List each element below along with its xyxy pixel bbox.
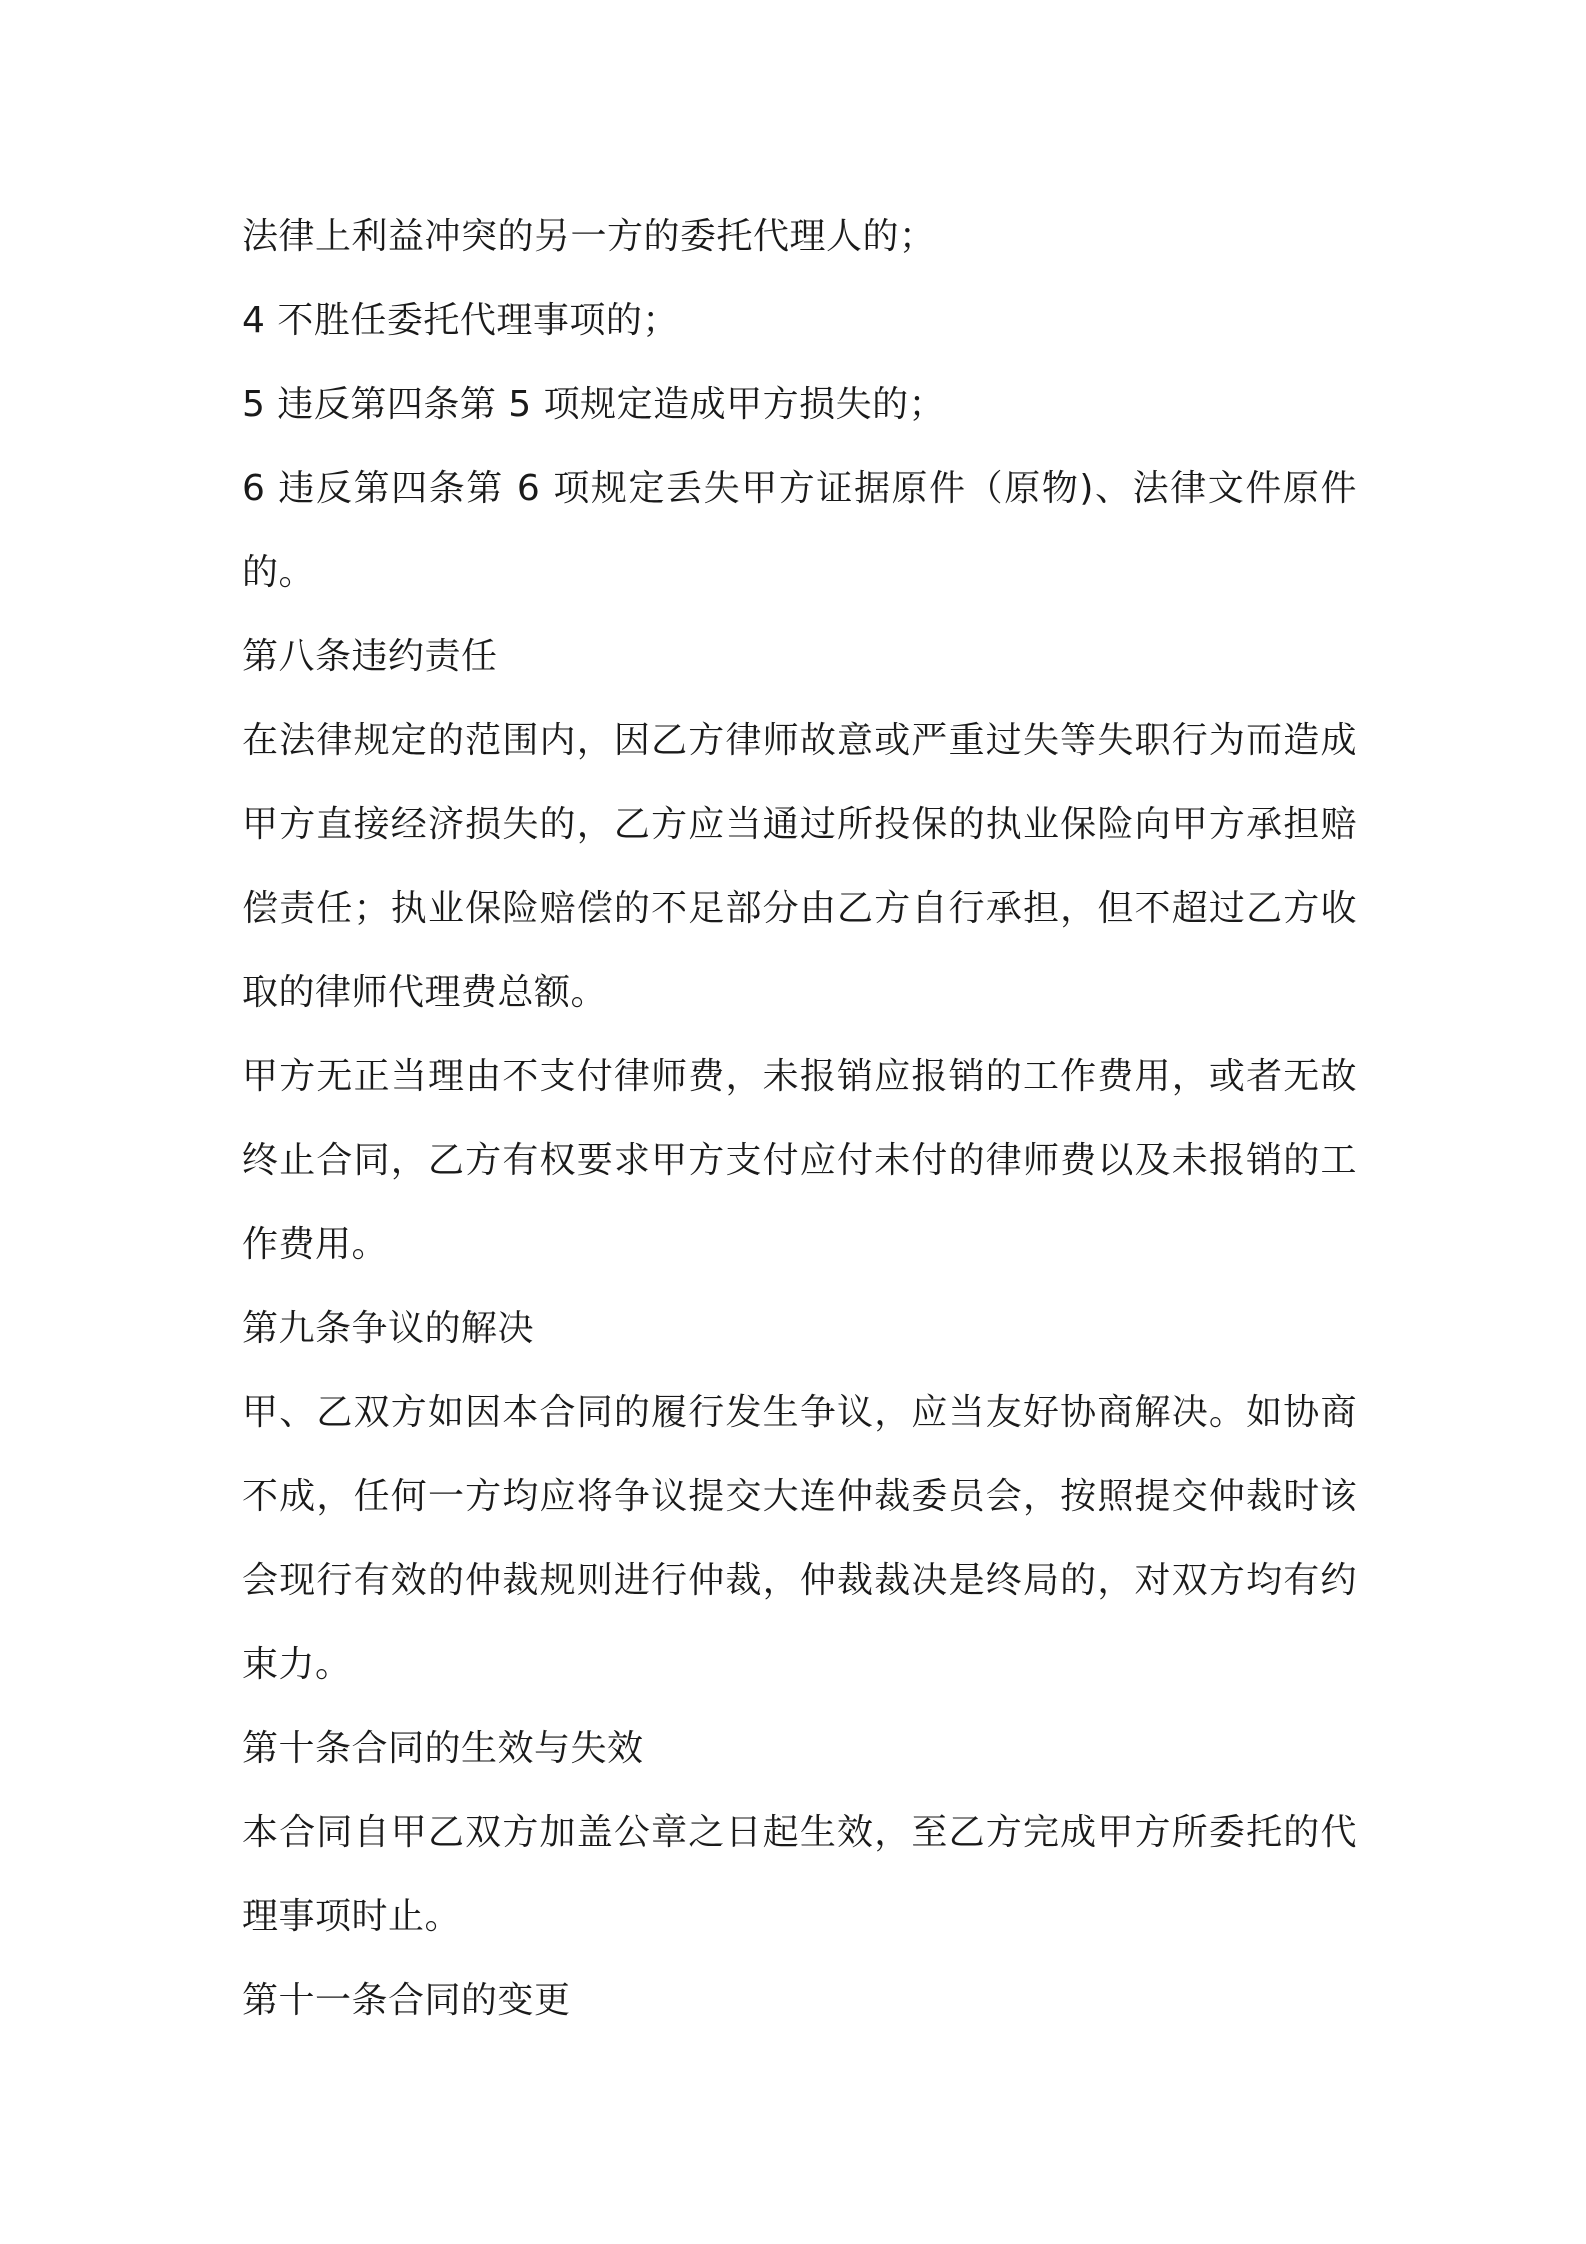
heading-article-10: 第十条合同的生效与失效 (242, 1728, 644, 1769)
document-body (242, 195, 1357, 2043)
paragraph-article-10-clause-1: 本合同自甲乙双方加盖公章之日起生效，至乙方完成甲方所委托的代理事项时止。 (242, 1812, 1357, 1937)
heading-article-11: 第十一条合同的变更 (242, 1980, 571, 2021)
paragraph-article-8-clause-2: 甲方无正当理由不支付律师费，未报销应报销的工作费用，或者无故终止合同，乙方有权要求甲方支付应付未付的律师费以及未报销的工作费用。 (242, 1056, 1357, 1265)
paragraph-item-6: 6 违反第四条第 6 项规定丢失甲方证据原件（原物)、法律文件原件的。 (242, 468, 1357, 593)
paragraph-article-8-clause-1: 在法律规定的范围内，因乙方律师故意或严重过失等失职行为而造成甲方直接经济损失的，乙方应当通过所投保的执业保险向甲方承担赔偿责任；执业保险赔偿的不足部分由乙方自行承担，但不超过乙方收取的律师代理费总额。 (242, 720, 1357, 1013)
heading-article-8: 第八条违约责任 (242, 636, 498, 677)
paragraph-item-4: 4 不胜任委托代理事项的； (242, 300, 679, 341)
paragraph-item-5: 5 违反第四条第 5 项规定造成甲方损失的； (242, 384, 946, 425)
heading-article-9: 第九条争议的解决 (242, 1308, 535, 1349)
paragraph-conflict-of-interest: 法律上利益冲突的另一方的委托代理人的； (242, 216, 936, 257)
paragraph-article-9-clause-1: 甲、乙双方如因本合同的履行发生争议，应当友好协商解决。如协商不成，任何一方均应将争议提交大连仲裁委员会，按照提交仲裁时该会现行有效的仲裁规则进行仲裁，仲裁裁决是终局的，对双方均有约束力。 (242, 1392, 1357, 1685)
